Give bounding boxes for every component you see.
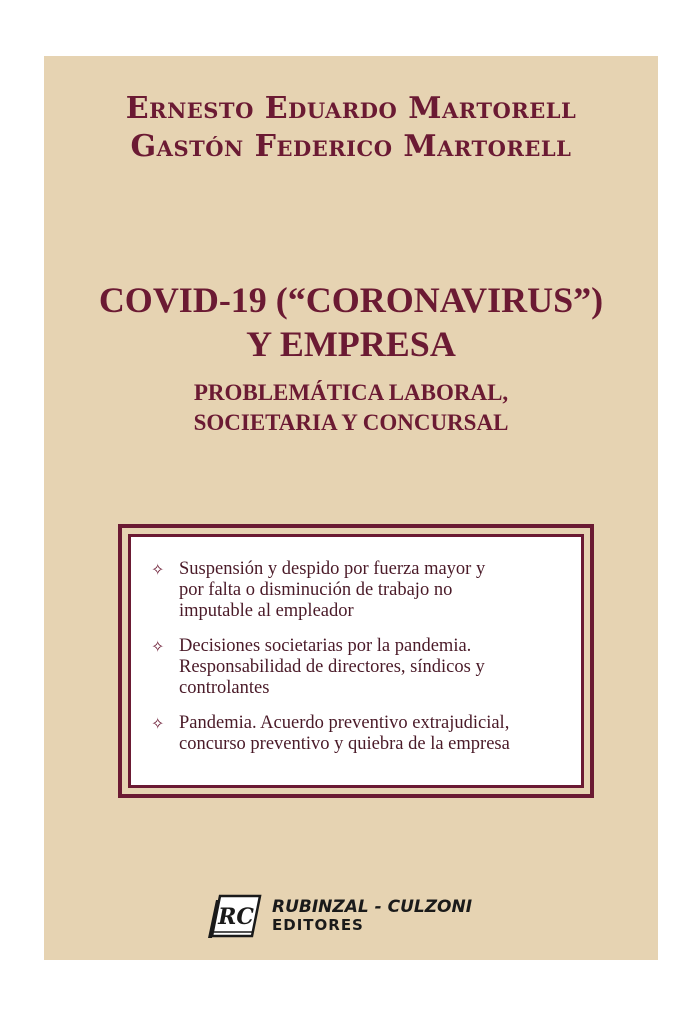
- topic-item: [151, 713, 566, 755]
- book-title: [44, 278, 658, 366]
- topic-line: concurso preventivo y quiebra de la empresa: [179, 734, 510, 754]
- title-line-2: Y EMPRESA: [246, 324, 456, 364]
- publisher: [204, 892, 504, 942]
- star-bullet-icon: ✧: [151, 714, 165, 733]
- topic-item: [151, 636, 566, 699]
- topics-box: [128, 534, 584, 788]
- topic-item: [151, 559, 566, 622]
- topic-line: por falta o disminución de trabajo no: [179, 580, 453, 600]
- topics-frame: [118, 524, 594, 798]
- topic-line: Responsabilidad de directores, síndicos y: [179, 657, 485, 677]
- publisher-subtitle: EDITORES: [272, 916, 364, 934]
- author-2: Gastón Federico Martorell: [130, 129, 572, 164]
- topic-line: Suspensión y despido por fuerza mayor y: [179, 559, 486, 579]
- authors: [44, 90, 658, 166]
- topic-line: imputable al empleador: [179, 601, 354, 621]
- title-line-1: COVID-19 (“CORONAVIRUS”): [98, 280, 604, 320]
- topics-list: [151, 559, 566, 769]
- author-1: Ernesto Eduardo Martorell: [125, 91, 577, 126]
- topic-line: Pandemia. Acuerdo preventivo extrajudicial,: [179, 713, 510, 733]
- publisher-name: RUBINZAL - CULZONI: [272, 897, 473, 917]
- star-bullet-icon: ✧: [151, 560, 165, 579]
- book-subtitle: [44, 378, 658, 438]
- publisher-logo-icon: [204, 892, 264, 940]
- subtitle-line-1: PROBLEMÁTICA LABORAL,: [193, 380, 509, 405]
- publisher-logo-text: RC: [218, 904, 254, 930]
- star-bullet-icon: ✧: [151, 637, 165, 656]
- topic-line: controlantes: [179, 678, 270, 698]
- subtitle-line-2: SOCIETARIA Y CONCURSAL: [193, 410, 509, 435]
- book-cover: [44, 56, 658, 960]
- topic-line: Decisiones societarias por la pandemia.: [179, 636, 472, 656]
